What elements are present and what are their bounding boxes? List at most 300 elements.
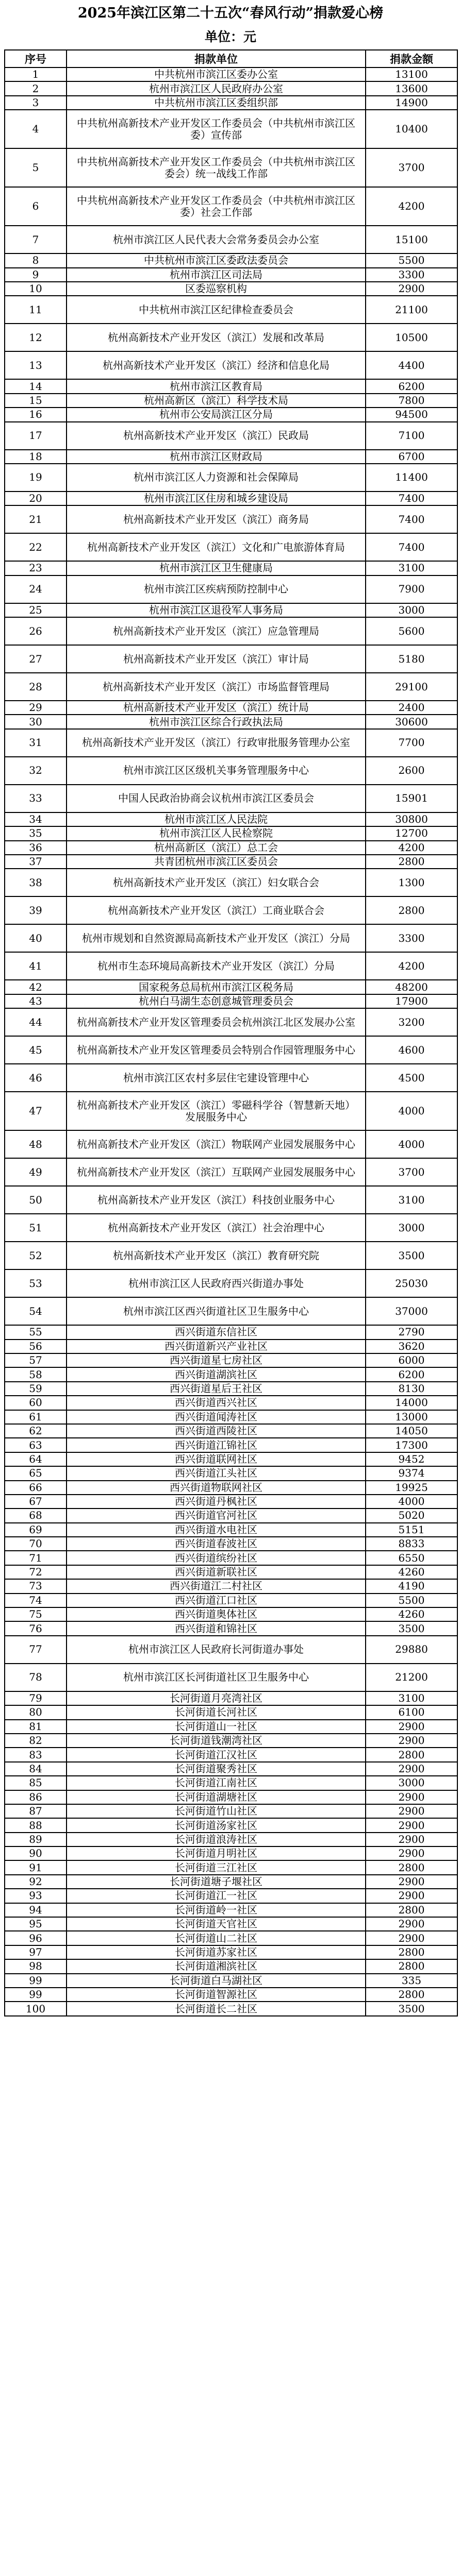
row-unit: 西兴街道星七房社区: [67, 1353, 366, 1367]
row-amount: 2800: [366, 1945, 457, 1959]
row-unit: 西兴街道联网社区: [67, 1452, 366, 1466]
row-seq: 87: [5, 1804, 67, 1818]
row-amount: 13000: [366, 1410, 457, 1424]
row-unit: 西兴街道江口社区: [67, 1594, 366, 1607]
row-unit: 杭州高新技术产业开发区（滨江）工商业联合会: [67, 896, 366, 924]
row-amount: 25030: [366, 1269, 457, 1297]
row-seq: 30: [5, 715, 67, 728]
table-row: [5, 1186, 457, 1214]
row-amount: 4000: [366, 1092, 457, 1130]
row-amount: 13600: [366, 81, 457, 95]
row-seq: 27: [5, 645, 67, 673]
row-unit: 区委巡察机构: [67, 282, 366, 296]
row-unit: 杭州高新技术产业开发区（滨江）妇女联合会: [67, 869, 366, 896]
row-amount: 2600: [366, 757, 457, 785]
row-unit: 长河街道三江社区: [67, 1860, 366, 1874]
row-amount: 14050: [366, 1424, 457, 1438]
table-row: [5, 1130, 457, 1158]
header-row: [5, 50, 457, 67]
row-seq: 88: [5, 1818, 67, 1832]
row-seq: 36: [5, 841, 67, 855]
row-unit: 杭州市滨江区财政局: [67, 450, 366, 464]
row-unit: 长河街道月亮湾社区: [67, 1691, 366, 1705]
row-amount: 21100: [366, 296, 457, 324]
row-unit: 长河街道湖塘社区: [67, 1790, 366, 1804]
table-row: [5, 729, 457, 757]
table-row: [5, 1734, 457, 1748]
table-row: [5, 673, 457, 701]
table-row: [5, 1790, 457, 1804]
table-row: [5, 2002, 457, 2015]
row-amount: 2900: [366, 1818, 457, 1832]
table-row: [5, 1424, 457, 1438]
row-unit: 长河街道聚秀社区: [67, 1762, 366, 1776]
row-amount: 3200: [366, 1008, 457, 1036]
row-amount: 5500: [366, 253, 457, 267]
row-seq: 84: [5, 1762, 67, 1776]
row-seq: 86: [5, 1790, 67, 1804]
row-amount: 14000: [366, 1396, 457, 1410]
table-row: [5, 1903, 457, 1917]
row-unit: 杭州高新技术产业开发区（滨江）应急管理局: [67, 617, 366, 645]
row-unit: 长河街道山一社区: [67, 1720, 366, 1734]
table-row: [5, 1092, 457, 1130]
row-amount: 3620: [366, 1340, 457, 1353]
row-amount: 6700: [366, 450, 457, 464]
table-row: [5, 1325, 457, 1339]
row-unit: 杭州高新技术产业开发区管理委员会特别合作园管理服务中心: [67, 1036, 366, 1064]
row-unit: 杭州高新技术产业开发区（滨江）经济和信息化局: [67, 351, 366, 379]
row-unit: 杭州市滨江区农村多层住宅建设管理中心: [67, 1064, 366, 1092]
row-amount: 7900: [366, 575, 457, 603]
row-unit: 长河街道汤家社区: [67, 1818, 366, 1832]
row-seq: 51: [5, 1214, 67, 1242]
row-amount: 4260: [366, 1565, 457, 1579]
row-unit: 杭州市滨江区人民政府西兴街道办事处: [67, 1269, 366, 1297]
table-row: [5, 1974, 457, 1988]
row-seq: 60: [5, 1396, 67, 1410]
row-amount: 7400: [366, 492, 457, 505]
row-amount: 3700: [366, 148, 457, 187]
row-unit: 中共杭州市滨江区纪律检查委员会: [67, 296, 366, 324]
row-unit: 长河街道智源社区: [67, 1988, 366, 2002]
row-unit: 杭州市滨江区西兴街道社区卫生服务中心: [67, 1297, 366, 1325]
row-amount: 7100: [366, 422, 457, 450]
row-amount: 4190: [366, 1579, 457, 1593]
row-unit: 杭州市滨江区司法局: [67, 268, 366, 282]
table-row: [5, 1833, 457, 1846]
row-amount: 7400: [366, 505, 457, 533]
table-row: [5, 1537, 457, 1551]
table-row: [5, 1579, 457, 1593]
table-row: [5, 1748, 457, 1761]
row-amount: 8130: [366, 1382, 457, 1396]
row-seq: 2: [5, 81, 67, 95]
row-seq: 25: [5, 603, 67, 617]
table-row: [5, 81, 457, 95]
row-seq: 70: [5, 1537, 67, 1551]
row-unit: 长河街道长二社区: [67, 2002, 366, 2015]
row-seq: 61: [5, 1410, 67, 1424]
row-unit: 长河街道江南社区: [67, 1776, 366, 1790]
table-row: [5, 785, 457, 812]
row-seq: 26: [5, 617, 67, 645]
row-unit: 西兴街道春波社区: [67, 1537, 366, 1551]
row-seq: 83: [5, 1748, 67, 1761]
row-unit: 长河街道江一社区: [67, 1889, 366, 1903]
header-amount: 捐款金额: [366, 50, 457, 67]
row-seq: 64: [5, 1452, 67, 1466]
table-row: [5, 533, 457, 561]
table-row: [5, 1720, 457, 1734]
row-amount: 2900: [366, 1790, 457, 1804]
table-row: [5, 1607, 457, 1621]
row-amount: 2800: [366, 1988, 457, 2002]
row-seq: 20: [5, 492, 67, 505]
table-row: [5, 1410, 457, 1424]
row-unit: 西兴街道奥体社区: [67, 1607, 366, 1621]
table-row: [5, 351, 457, 379]
row-amount: 2900: [366, 1804, 457, 1818]
table-row: [5, 1945, 457, 1959]
row-amount: 2800: [366, 855, 457, 869]
table-row: [5, 253, 457, 267]
row-unit: 杭州市滨江区卫生健康局: [67, 561, 366, 575]
table-row: [5, 1242, 457, 1269]
row-amount: 2900: [366, 1833, 457, 1846]
row-unit: 杭州高新技术产业开发区（滨江）发展和改革局: [67, 324, 366, 351]
table-row: [5, 324, 457, 351]
row-seq: 63: [5, 1438, 67, 1452]
row-seq: 66: [5, 1481, 67, 1495]
row-unit: 杭州高新技术产业开发区（滨江）社会治理中心: [67, 1214, 366, 1242]
table-row: [5, 1551, 457, 1565]
table-row: [5, 1691, 457, 1705]
table-body: [5, 67, 457, 2016]
row-unit: 杭州高新技术产业开发区（滨江）教育研究院: [67, 1242, 366, 1269]
row-seq: 41: [5, 952, 67, 980]
table-row: [5, 1382, 457, 1396]
row-unit: 西兴街道官河社区: [67, 1509, 366, 1522]
row-seq: 21: [5, 505, 67, 533]
row-amount: 13100: [366, 67, 457, 81]
row-amount: 29100: [366, 673, 457, 701]
row-seq: 45: [5, 1036, 67, 1064]
row-unit: 杭州市规划和自然资源局高新技术产业开发区（滨江）分局: [67, 924, 366, 952]
row-amount: 15100: [366, 226, 457, 253]
row-seq: 69: [5, 1523, 67, 1537]
row-amount: 2800: [366, 896, 457, 924]
row-unit: 杭州市滨江区区级机关事务管理服务中心: [67, 757, 366, 785]
row-amount: 9452: [366, 1452, 457, 1466]
row-seq: 35: [5, 826, 67, 840]
row-unit: 杭州市滨江区疾病预防控制中心: [67, 575, 366, 603]
row-amount: 4200: [366, 952, 457, 980]
table-row: [5, 96, 457, 110]
table-row: [5, 1776, 457, 1790]
row-unit: 杭州高新技术产业开发区（滨江）物联网产业园发展服务中心: [67, 1130, 366, 1158]
row-seq: 48: [5, 1130, 67, 1158]
row-seq: 24: [5, 575, 67, 603]
header-seq: 序号: [5, 50, 67, 67]
row-unit: 杭州高新技术产业开发区（滨江）统计局: [67, 701, 366, 715]
row-seq: 77: [5, 1636, 67, 1664]
row-seq: 14: [5, 379, 67, 393]
row-amount: 7800: [366, 394, 457, 408]
row-amount: 3300: [366, 268, 457, 282]
table-row: [5, 464, 457, 492]
row-unit: 长河街道湘滨社区: [67, 1959, 366, 1973]
row-amount: 11400: [366, 464, 457, 492]
row-seq: 5: [5, 148, 67, 187]
row-amount: 4260: [366, 1607, 457, 1621]
table-row: [5, 1396, 457, 1410]
row-seq: 9: [5, 268, 67, 282]
row-unit: 西兴街道缤纷社区: [67, 1551, 366, 1565]
row-amount: 5500: [366, 1594, 457, 1607]
header-unit: 捐款单位: [67, 50, 366, 67]
row-unit: 西兴街道新联社区: [67, 1565, 366, 1579]
table-row: [5, 422, 457, 450]
row-unit: 长河街道竹山社区: [67, 1804, 366, 1818]
row-unit: 中共杭州高新技术产业开发区工作委员会（中共杭州市滨江区委）宣传部: [67, 110, 366, 148]
row-unit: 长河街道苏家社区: [67, 1945, 366, 1959]
row-seq: 54: [5, 1297, 67, 1325]
row-amount: 2800: [366, 1903, 457, 1917]
row-seq: 17: [5, 422, 67, 450]
row-amount: 30600: [366, 715, 457, 728]
row-amount: 2900: [366, 1875, 457, 1889]
row-unit: 杭州高新技术产业开发区（滨江）民政局: [67, 422, 366, 450]
row-seq: 56: [5, 1340, 67, 1353]
table-row: [5, 187, 457, 226]
row-unit: 杭州高新技术产业开发区（滨江）科技创业服务中心: [67, 1186, 366, 1214]
row-unit: 杭州市滨江区人民法院: [67, 812, 366, 826]
row-seq: 34: [5, 812, 67, 826]
row-unit: 杭州市滨江区人民政府办公室: [67, 81, 366, 95]
row-unit: 杭州高新技术产业开发区（滨江）文化和广电旅游体育局: [67, 533, 366, 561]
row-amount: 5151: [366, 1523, 457, 1537]
table-row: [5, 701, 457, 715]
row-seq: 68: [5, 1509, 67, 1522]
row-seq: 53: [5, 1269, 67, 1297]
row-seq: 19: [5, 464, 67, 492]
row-seq: 18: [5, 450, 67, 464]
row-unit: 西兴街道丹枫社区: [67, 1495, 366, 1509]
row-amount: 30800: [366, 812, 457, 826]
row-seq: 79: [5, 1691, 67, 1705]
table-row: [5, 1008, 457, 1036]
table-row: [5, 110, 457, 148]
row-seq: 47: [5, 1092, 67, 1130]
row-amount: 12700: [366, 826, 457, 840]
row-seq: 33: [5, 785, 67, 812]
row-amount: 2900: [366, 1931, 457, 1945]
row-unit: 杭州市滨江区人力资源和社会保障局: [67, 464, 366, 492]
table-row: [5, 450, 457, 464]
row-unit: 中共杭州市滨江区委政法委员会: [67, 253, 366, 267]
row-amount: 3100: [366, 561, 457, 575]
row-seq: 22: [5, 533, 67, 561]
row-seq: 76: [5, 1621, 67, 1635]
row-seq: 95: [5, 1917, 67, 1931]
table-row: [5, 1594, 457, 1607]
row-amount: 3500: [366, 2002, 457, 2015]
row-seq: 10: [5, 282, 67, 296]
row-unit: 长河街道山二社区: [67, 1931, 366, 1945]
table-row: [5, 408, 457, 421]
row-seq: 97: [5, 1945, 67, 1959]
row-amount: 29880: [366, 1636, 457, 1664]
row-amount: 4600: [366, 1036, 457, 1064]
row-seq: 13: [5, 351, 67, 379]
row-amount: 37000: [366, 1297, 457, 1325]
row-amount: 5600: [366, 617, 457, 645]
table-row: [5, 1664, 457, 1691]
row-amount: 3500: [366, 1242, 457, 1269]
table-row: [5, 980, 457, 994]
row-unit: 西兴街道西兴社区: [67, 1396, 366, 1410]
row-seq: 78: [5, 1664, 67, 1691]
row-amount: 4000: [366, 1130, 457, 1158]
row-seq: 99: [5, 1974, 67, 1988]
row-seq: 15: [5, 394, 67, 408]
row-unit: 西兴街道水电社区: [67, 1523, 366, 1537]
row-amount: 4200: [366, 841, 457, 855]
row-unit: 杭州市滨江区综合行政执法局: [67, 715, 366, 728]
row-seq: 32: [5, 757, 67, 785]
row-unit: 杭州市滨江区人民政府长河街道办事处: [67, 1636, 366, 1664]
row-amount: 7400: [366, 533, 457, 561]
row-unit: 杭州高新技术产业开发区（滨江）零磁科学谷（智慧新天地）发展服务中心: [67, 1092, 366, 1130]
row-unit: 长河街道浪涛社区: [67, 1833, 366, 1846]
row-amount: 5180: [366, 645, 457, 673]
table-row: [5, 282, 457, 296]
row-amount: 3100: [366, 1691, 457, 1705]
row-seq: 40: [5, 924, 67, 952]
row-unit: 杭州白马湖生态创意城管理委员会: [67, 994, 366, 1008]
table-row: [5, 1636, 457, 1664]
donation-table: [4, 49, 458, 2016]
table-row: [5, 812, 457, 826]
table-row: [5, 924, 457, 952]
table-row: [5, 1860, 457, 1874]
table-row: [5, 1367, 457, 1381]
row-amount: 335: [366, 1974, 457, 1988]
row-seq: 99: [5, 1988, 67, 2002]
table-row: [5, 826, 457, 840]
row-unit: 西兴街道江二村社区: [67, 1579, 366, 1593]
row-amount: 6100: [366, 1705, 457, 1719]
row-unit: 西兴街道江锦社区: [67, 1438, 366, 1452]
table-row: [5, 492, 457, 505]
table-row: [5, 994, 457, 1008]
row-unit: 国家税务总局杭州市滨江区税务局: [67, 980, 366, 994]
row-unit: 杭州高新技术产业开发区（滨江）市场监督管理局: [67, 673, 366, 701]
row-amount: 3000: [366, 1776, 457, 1790]
row-amount: 21200: [366, 1664, 457, 1691]
row-seq: 98: [5, 1959, 67, 1973]
table-row: [5, 1214, 457, 1242]
row-seq: 12: [5, 324, 67, 351]
row-amount: 6200: [366, 379, 457, 393]
table-row: [5, 617, 457, 645]
row-unit: 长河街道岭一社区: [67, 1903, 366, 1917]
row-unit: 西兴街道江头社区: [67, 1466, 366, 1480]
row-amount: 14900: [366, 96, 457, 110]
table-row: [5, 757, 457, 785]
table-row: [5, 1621, 457, 1635]
table-row: [5, 1509, 457, 1522]
table-row: [5, 841, 457, 855]
table-row: [5, 1875, 457, 1889]
row-amount: 4400: [366, 351, 457, 379]
row-amount: 6000: [366, 1353, 457, 1367]
row-seq: 16: [5, 408, 67, 421]
unit-note: 单位：元: [204, 29, 256, 44]
row-seq: 75: [5, 1607, 67, 1621]
row-amount: 7700: [366, 729, 457, 757]
row-amount: 17300: [366, 1438, 457, 1452]
row-unit: 杭州市滨江区人民代表大会常务委员会办公室: [67, 226, 366, 253]
table-row: [5, 1452, 457, 1466]
row-amount: 2800: [366, 1748, 457, 1761]
table-row: [5, 715, 457, 728]
row-unit: 长河街道塘子堰社区: [67, 1875, 366, 1889]
row-seq: 49: [5, 1158, 67, 1186]
row-seq: 73: [5, 1579, 67, 1593]
row-unit: 西兴街道星后王社区: [67, 1382, 366, 1396]
row-seq: 42: [5, 980, 67, 994]
row-unit: 杭州市滨江区退役军人事务局: [67, 603, 366, 617]
row-seq: 100: [5, 2002, 67, 2015]
row-unit: 中共杭州市滨江区委办公室: [67, 67, 366, 81]
row-seq: 59: [5, 1382, 67, 1396]
table-row: [5, 645, 457, 673]
row-seq: 38: [5, 869, 67, 896]
row-unit: 西兴街道新兴产业社区: [67, 1340, 366, 1353]
row-seq: 28: [5, 673, 67, 701]
table-row: [5, 1495, 457, 1509]
row-seq: 3: [5, 96, 67, 110]
row-unit: 长河街道白马湖社区: [67, 1974, 366, 1988]
row-unit: 杭州市滨江区住房和城乡建设局: [67, 492, 366, 505]
row-unit: 西兴街道湖滨社区: [67, 1367, 366, 1381]
table-row: [5, 394, 457, 408]
row-seq: 55: [5, 1325, 67, 1339]
table-row: [5, 1931, 457, 1945]
table-row: [5, 1438, 457, 1452]
row-unit: 中共杭州高新技术产业开发区工作委员会（中共杭州市滨江区委会）统一战线工作部: [67, 148, 366, 187]
row-amount: 3000: [366, 1214, 457, 1242]
row-seq: 82: [5, 1734, 67, 1748]
row-amount: 4200: [366, 187, 457, 226]
row-unit: 杭州高新技术产业开发区（滨江）商务局: [67, 505, 366, 533]
row-seq: 29: [5, 701, 67, 715]
table-row: [5, 296, 457, 324]
row-seq: 39: [5, 896, 67, 924]
row-unit: 杭州高新技术产业开发区管理委员会杭州滨江北区发展办公室: [67, 1008, 366, 1036]
table-row: [5, 148, 457, 187]
row-seq: 71: [5, 1551, 67, 1565]
row-amount: 10500: [366, 324, 457, 351]
row-unit: 杭州高新区（滨江）总工会: [67, 841, 366, 855]
row-unit: 中共杭州市滨江区委组织部: [67, 96, 366, 110]
row-amount: 3700: [366, 1158, 457, 1186]
row-unit: 杭州市滨江区教育局: [67, 379, 366, 393]
table-row: [5, 869, 457, 896]
row-amount: 3000: [366, 603, 457, 617]
